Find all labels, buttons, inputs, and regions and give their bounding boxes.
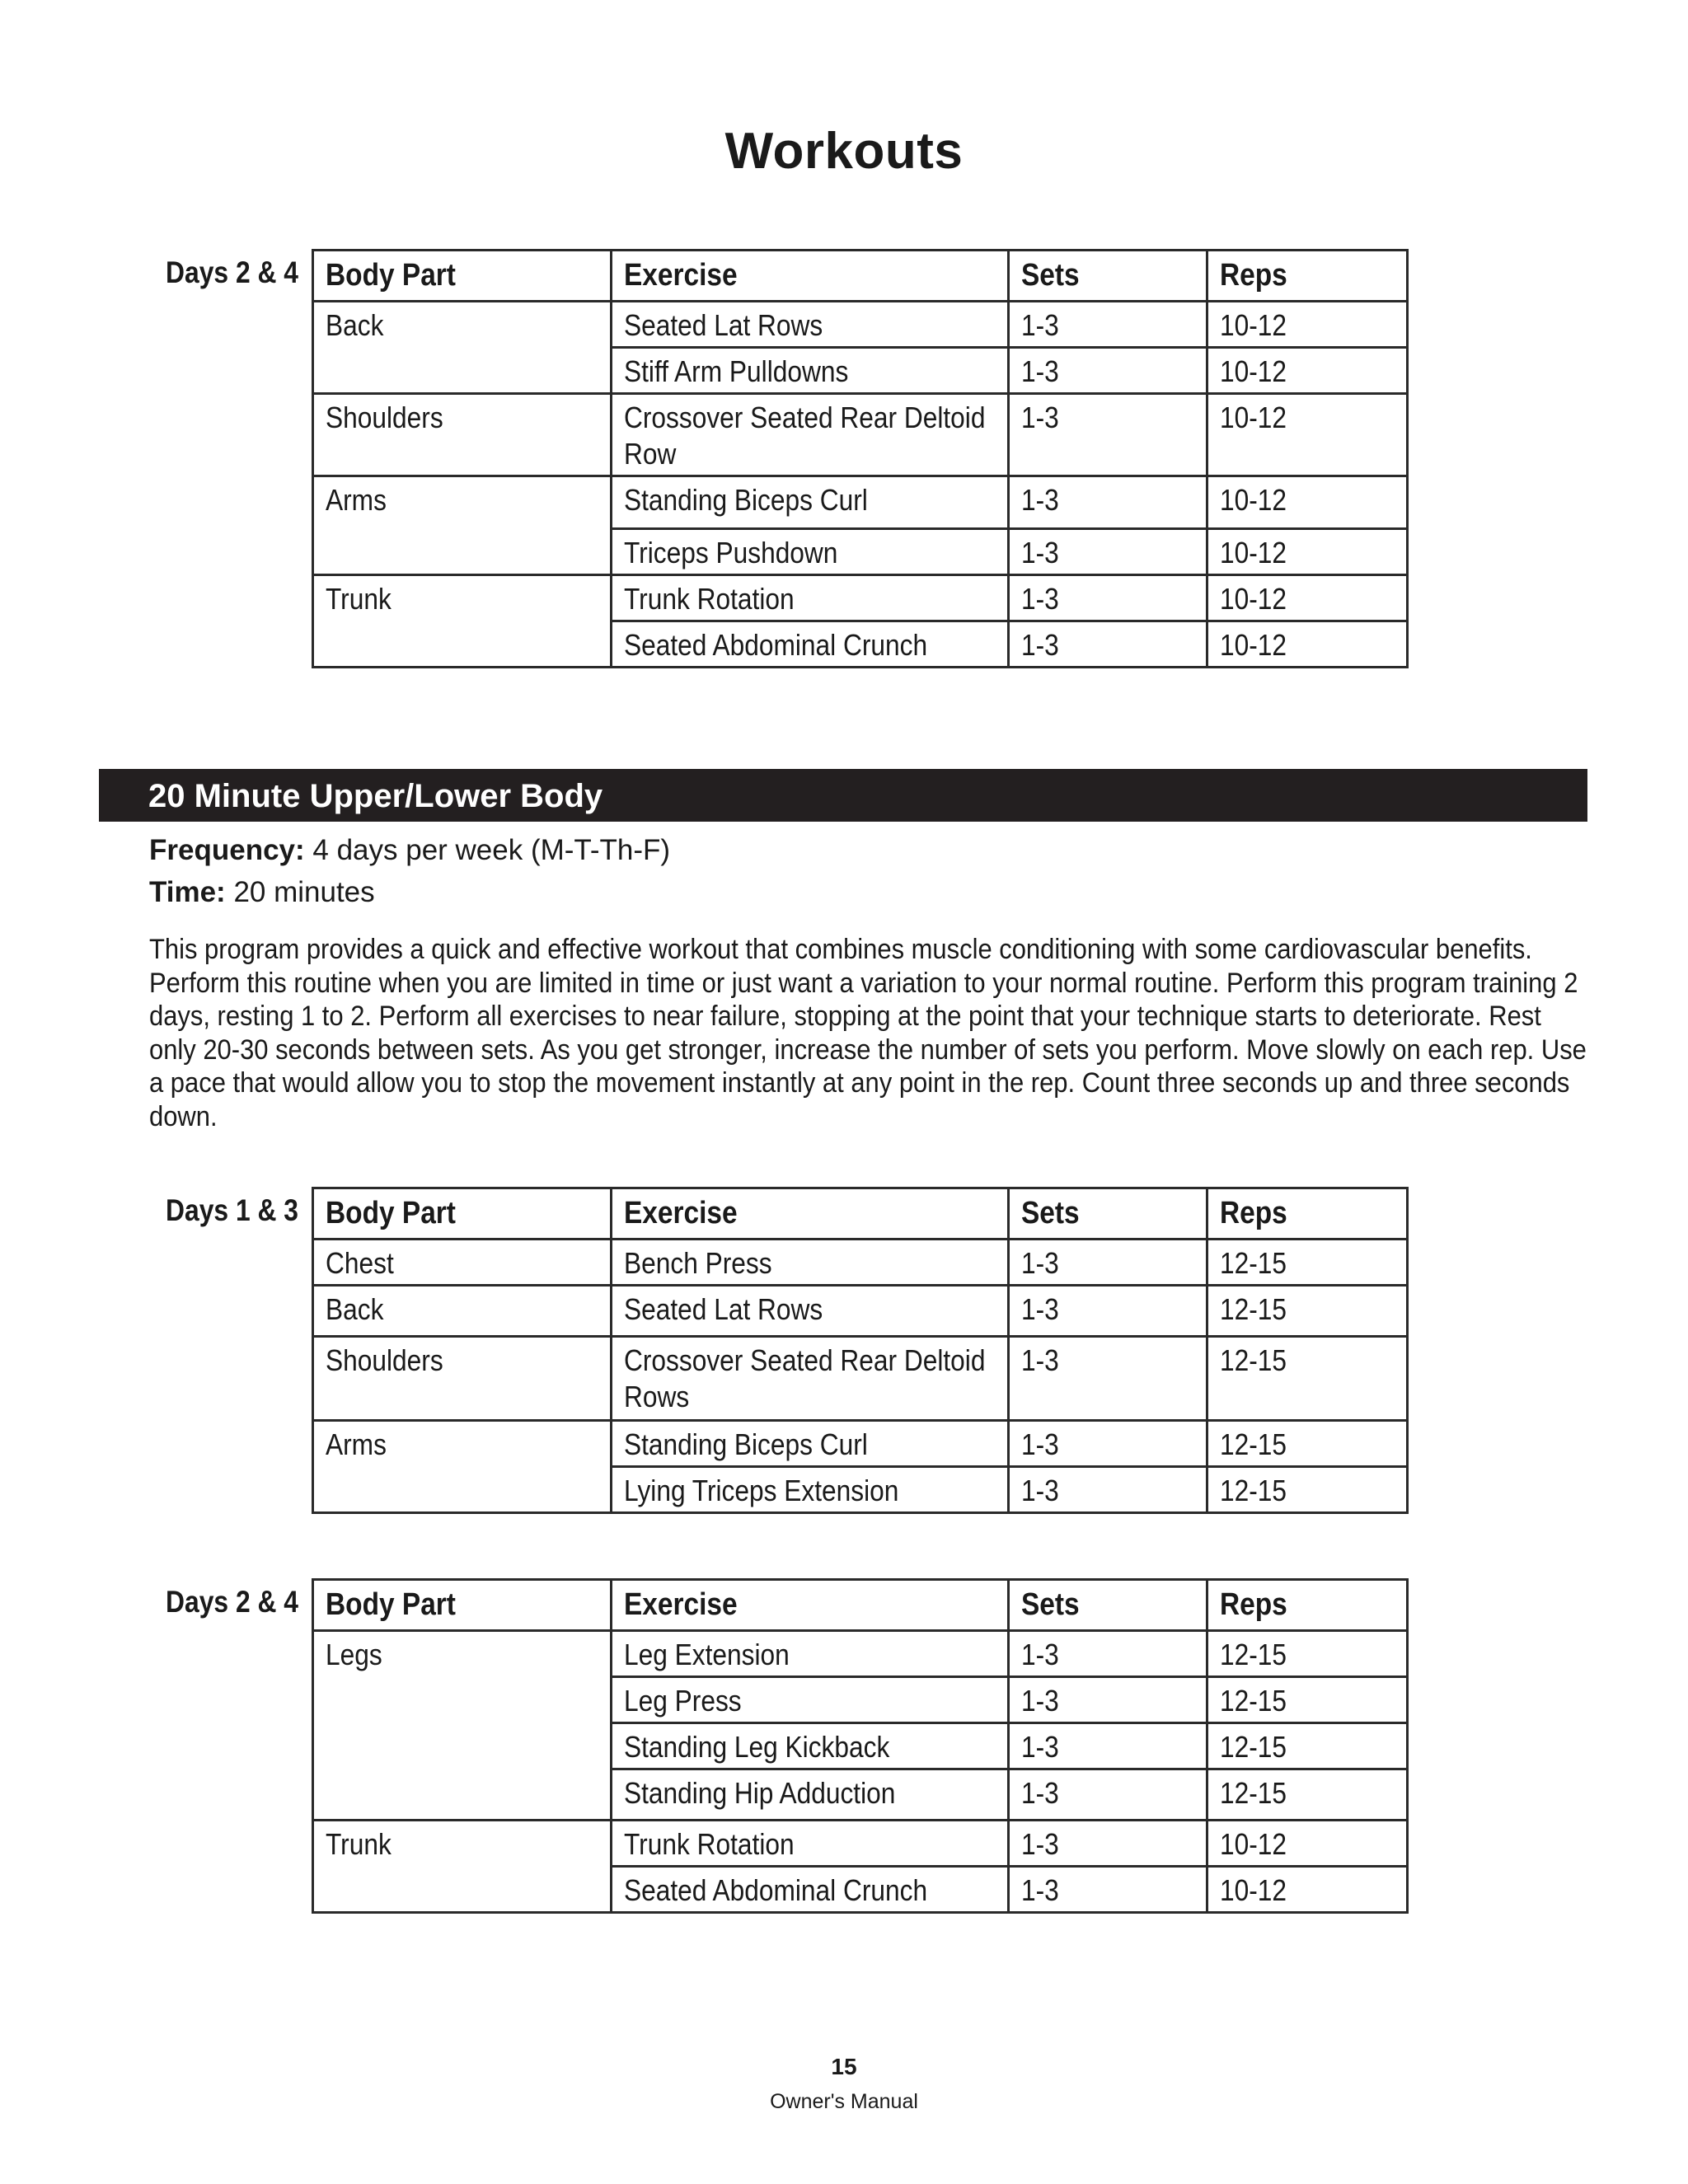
- table-row: [313, 476, 1408, 529]
- header-sets: Sets: [1009, 1580, 1207, 1631]
- body-part-cell: Shoulders: [313, 394, 612, 476]
- reps-cell: 10-12: [1207, 476, 1408, 529]
- time-label: Time:: [149, 876, 226, 908]
- time-value: 20 minutes: [225, 876, 375, 908]
- reps-cell: 10-12: [1207, 621, 1408, 668]
- manual-name: Owner's Manual: [770, 2090, 918, 2113]
- header-reps: Reps: [1207, 251, 1408, 302]
- header-sets: Sets: [1009, 251, 1207, 302]
- frequency-label: Frequency:: [149, 834, 305, 866]
- body-part-cell: Arms: [313, 1421, 612, 1513]
- header-body-part: Body Part: [313, 1580, 612, 1631]
- frequency-line: [149, 834, 670, 867]
- table-row: [313, 1286, 1408, 1337]
- table-row: [313, 1821, 1408, 1867]
- reps-cell: 12-15: [1207, 1240, 1408, 1286]
- days-label: Days 1 & 3: [166, 1193, 298, 1227]
- sets-cell: 1-3: [1009, 476, 1207, 529]
- header-reps: Reps: [1207, 1188, 1408, 1240]
- reps-cell: 10-12: [1207, 394, 1408, 476]
- exercise-cell: Seated Lat Rows: [612, 302, 1009, 348]
- header-reps: Reps: [1207, 1580, 1408, 1631]
- reps-cell: 12-15: [1207, 1286, 1408, 1337]
- sets-cell: 1-3: [1009, 1769, 1207, 1821]
- program-description: This program provides a quick and effective workout that combines muscle conditioning with some cardiovascular benefits. Perform this routine when you are limited in time or just want a variation to your normal routine. Perform this program training 2 days, resting 1 to 2. Perform all exercises to near failure, stopping at the point that your technique starts to deteriorate. Rest only 20-30 seconds between sets. As you get stronger, increase the number of sets you perform. Move slowly on each rep. Use a pace that would allow you to stop the movement instantly at any point in the rep. Count three seconds up and three seconds down.: [149, 934, 1587, 1132]
- reps-cell: 10-12: [1207, 1867, 1408, 1913]
- sets-cell: 1-3: [1009, 1821, 1207, 1867]
- header-sets: Sets: [1009, 1188, 1207, 1240]
- body-part-cell: Trunk: [313, 575, 612, 668]
- days-label: Days 2 & 4: [166, 255, 298, 289]
- exercise-cell: Crossover Seated Rear Deltoid Rows: [612, 1337, 1009, 1421]
- days-label: Days 2 & 4: [166, 1585, 298, 1619]
- table-row: [313, 575, 1408, 621]
- exercise-cell: Lying Triceps Extension: [612, 1467, 1009, 1513]
- sets-cell: 1-3: [1009, 1631, 1207, 1677]
- sets-cell: 1-3: [1009, 1723, 1207, 1769]
- body-part-cell: Back: [313, 302, 612, 394]
- header-body-part: Body Part: [313, 1188, 612, 1240]
- page-number: 15: [831, 2054, 857, 2079]
- exercise-cell: Leg Press: [612, 1677, 1009, 1723]
- workout-table-days-2-4-lower: [312, 1578, 1409, 1914]
- reps-cell: 12-15: [1207, 1631, 1408, 1677]
- body-part-cell: Legs: [313, 1631, 612, 1821]
- sets-cell: 1-3: [1009, 1677, 1207, 1723]
- exercise-cell: Trunk Rotation: [612, 575, 1009, 621]
- sets-cell: 1-3: [1009, 529, 1207, 575]
- sets-cell: 1-3: [1009, 1286, 1207, 1337]
- header-exercise: Exercise: [612, 1188, 1009, 1240]
- frequency-value: 4 days per week (M-T-Th-F): [304, 834, 671, 866]
- section-heading-bar: 20 Minute Upper/Lower Body: [99, 769, 1587, 822]
- table-row: [313, 302, 1408, 348]
- table-header-row: [313, 251, 1408, 302]
- table-row: [313, 1337, 1408, 1421]
- exercise-cell: Standing Hip Adduction: [612, 1769, 1009, 1821]
- exercise-cell: Triceps Pushdown: [612, 529, 1009, 575]
- table-row: [313, 394, 1408, 476]
- header-exercise: Exercise: [612, 251, 1009, 302]
- reps-cell: 10-12: [1207, 1821, 1408, 1867]
- exercise-cell: Crossover Seated Rear Deltoid Row: [612, 394, 1009, 476]
- reps-cell: 10-12: [1207, 348, 1408, 394]
- exercise-cell: Seated Abdominal Crunch: [612, 621, 1009, 668]
- exercise-cell: Standing Biceps Curl: [612, 476, 1009, 529]
- exercise-cell: Trunk Rotation: [612, 1821, 1009, 1867]
- sets-cell: 1-3: [1009, 621, 1207, 668]
- reps-cell: 12-15: [1207, 1723, 1408, 1769]
- time-line: [149, 876, 375, 909]
- workout-table-days-2-4-upper: [312, 249, 1409, 668]
- page-title: Workouts: [724, 123, 964, 180]
- sets-cell: 1-3: [1009, 1240, 1207, 1286]
- exercise-cell: Stiff Arm Pulldowns: [612, 348, 1009, 394]
- sets-cell: 1-3: [1009, 1867, 1207, 1913]
- sets-cell: 1-3: [1009, 1421, 1207, 1467]
- body-part-cell: Chest: [313, 1240, 612, 1286]
- header-body-part: Body Part: [313, 251, 612, 302]
- sets-cell: 1-3: [1009, 394, 1207, 476]
- table-row: [313, 1631, 1408, 1677]
- sets-cell: 1-3: [1009, 575, 1207, 621]
- table-header-row: [313, 1580, 1408, 1631]
- reps-cell: 10-12: [1207, 529, 1408, 575]
- body-part-cell: Back: [313, 1286, 612, 1337]
- reps-cell: 12-15: [1207, 1467, 1408, 1513]
- body-part-cell: Arms: [313, 476, 612, 575]
- exercise-cell: Bench Press: [612, 1240, 1009, 1286]
- reps-cell: 12-15: [1207, 1421, 1408, 1467]
- reps-cell: 12-15: [1207, 1769, 1408, 1821]
- exercise-cell: Seated Abdominal Crunch: [612, 1867, 1009, 1913]
- body-part-cell: Trunk: [313, 1821, 612, 1913]
- table-header-row: [313, 1188, 1408, 1240]
- exercise-cell: Standing Biceps Curl: [612, 1421, 1009, 1467]
- exercise-cell: Leg Extension: [612, 1631, 1009, 1677]
- table-row: [313, 1240, 1408, 1286]
- exercise-cell: Seated Lat Rows: [612, 1286, 1009, 1337]
- reps-cell: 12-15: [1207, 1677, 1408, 1723]
- sets-cell: 1-3: [1009, 1337, 1207, 1421]
- header-exercise: Exercise: [612, 1580, 1009, 1631]
- sets-cell: 1-3: [1009, 348, 1207, 394]
- workout-table-days-1-3: [312, 1187, 1409, 1514]
- sets-cell: 1-3: [1009, 302, 1207, 348]
- body-part-cell: Shoulders: [313, 1337, 612, 1421]
- reps-cell: 12-15: [1207, 1337, 1408, 1421]
- sets-cell: 1-3: [1009, 1467, 1207, 1513]
- reps-cell: 10-12: [1207, 302, 1408, 348]
- exercise-cell: Standing Leg Kickback: [612, 1723, 1009, 1769]
- reps-cell: 10-12: [1207, 575, 1408, 621]
- table-row: [313, 1421, 1408, 1467]
